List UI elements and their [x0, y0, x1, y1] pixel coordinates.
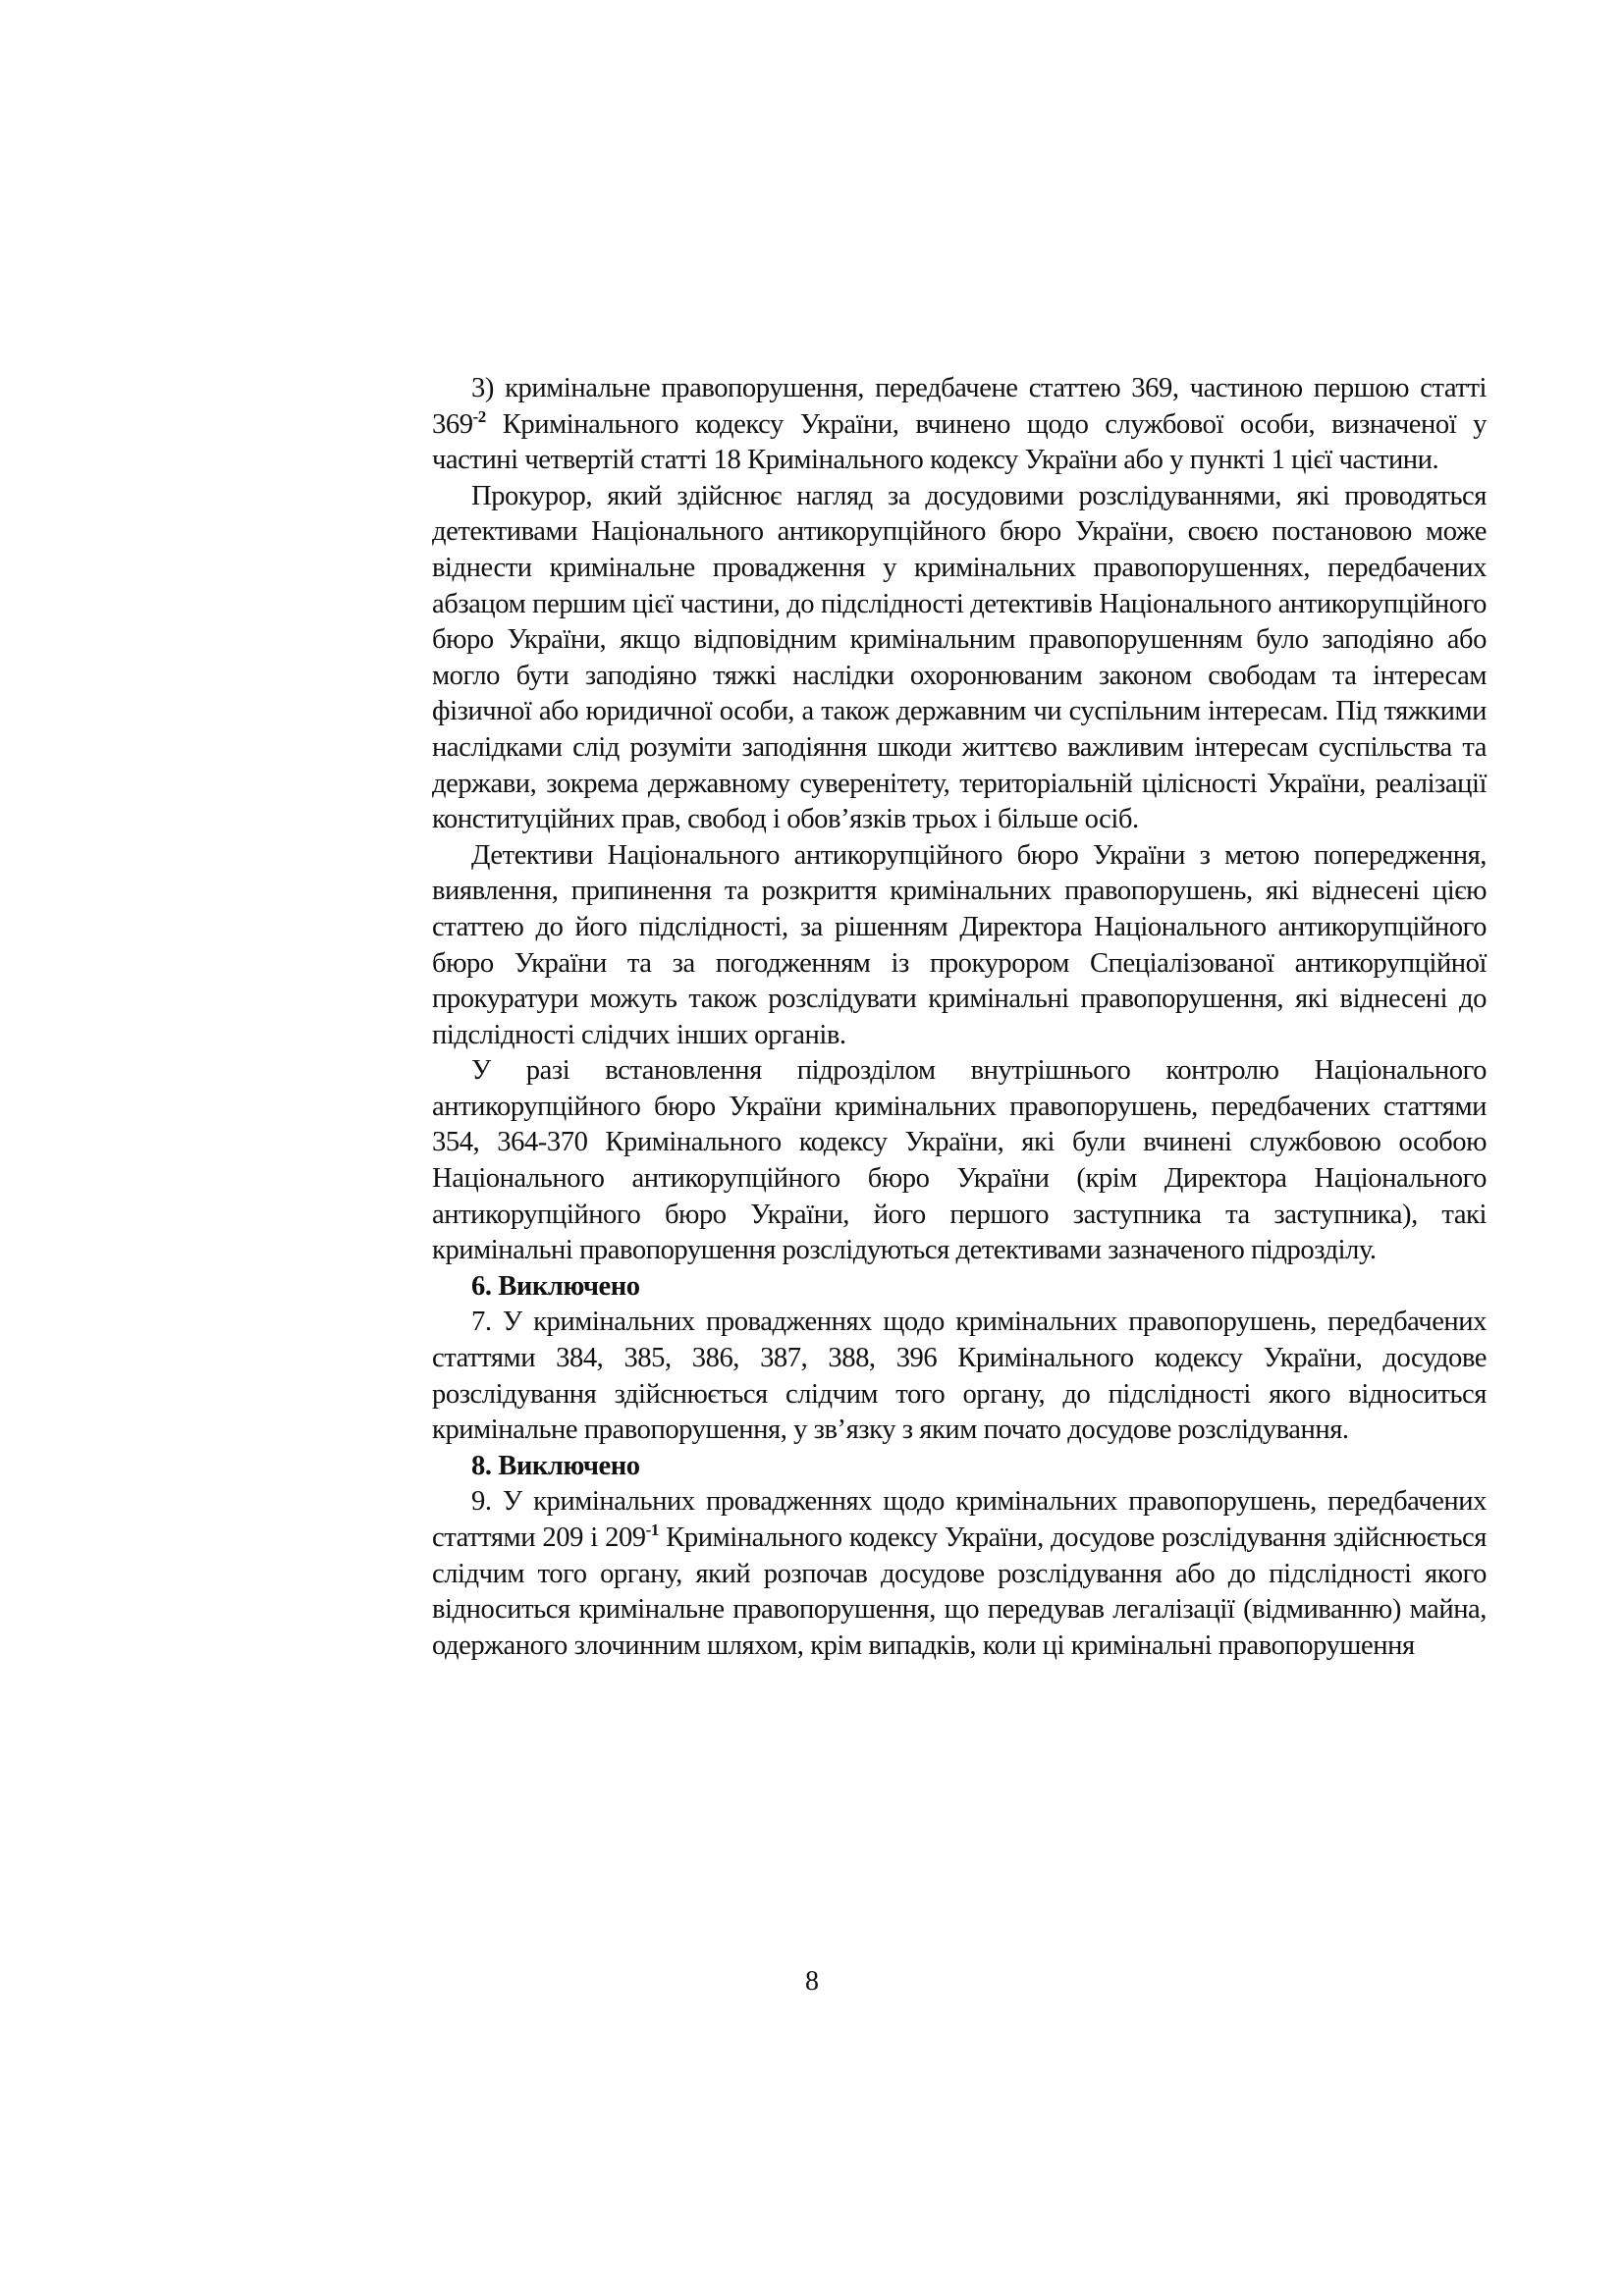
paragraph-9 — [432, 1484, 1487, 1664]
paragraph-text: Кримінального кодексу України, досудове розслідування здійснюється слідчим того органу, який розпочав досудове розслідування або до підслідності якого відноситься кримінальне правопорушення, що передував легалізації (відмиванню) майна, одержаного злочинним шляхом, крім випадків, коли ці кримінальні правопорушення — [432, 1522, 1487, 1661]
paragraph-item-3 — [432, 371, 1487, 479]
heading-6: 6. Виключено — [471, 1270, 640, 1302]
document-body — [432, 371, 1487, 1664]
superscript: -1 — [645, 1521, 659, 1539]
paragraph-text: 9. У кримінальних провадженнях щодо кримінальних правопорушень, передбачених статтями 209 і 209 — [432, 1486, 1487, 1553]
page-number: 8 — [805, 1966, 819, 1997]
paragraph-7: 7. У кримінальних провадженнях щодо кримінальних правопорушень, передбачених статтями 384, 385, 386, 387, 388, 396 Кримінального кодексу України, досудове розслідування здійснюється слідчим того органу, до підслідності якого відноситься кримінальне правопорушення, у зв’язку з яким почато досудове розслідування. — [432, 1307, 1487, 1446]
heading-8: 8. Виключено — [471, 1450, 640, 1481]
paragraph-text: Кримінального кодексу України, вчинено щодо службової особи, визначеної у частині четвертій статті 18 Кримінального кодексу України або у пункті 1 цієї частини. — [432, 408, 1487, 476]
paragraph-prosecutor: Прокурор, який здійснює нагляд за досудовими розслідуваннями, які проводяться детективами Національного антикорупційного бюро України, своєю постановою може віднести кримінальне провадження у кримінальних правопорушеннях, передбачених абзацом першим цієї частини, до підслідності детективів Національного антикорупційного бюро України, якщо відповідним кримінальним правопорушенням було заподіяно або могло бути заподіяно тяжкі наслідки охоронюваним законом свободам та інтересам фізичної або юридичної особи, а також державним чи суспільним інтересам. Під тяжкими наслідками слід розуміти заподіяння шкоди життєво важливим інтересам суспільства та держави, зокрема державному суверенітету, територіальній цілісності України, реалізації конституційних прав, свобод і обов’язків трьох і більше осіб. — [432, 480, 1487, 835]
superscript: -2 — [472, 406, 486, 426]
paragraph-internal-control: У разі встановлення підрозділом внутрішнього контролю Національного антикорупційного бюро України кримінальних правопорушень, передбачених статтями 354, 364-370 Кримінального кодексу України, які були вчинені службовою особою Національного антикорупційного бюро України (крім Директора Національного антикорупційного бюро України, його першого заступника та заступника), такі кримінальні правопорушення розслідуються детективами зазначеного підрозділу. — [432, 1055, 1487, 1266]
paragraph-text: 3) кримінальне правопорушення, передбачене статтею 369, частиною першою статті 369 — [432, 373, 1487, 440]
paragraph-detectives: Детективи Національного антикорупційного бюро України з метою попередження, виявлення, припинення та розкриття кримінальних правопорушень, які віднесені цією статтею до його підслідності, за рішенням Директора Національного антикорупційного бюро України та за погодженням із прокурором Спеціалізованої антикорупційної прокуратури можуть також розслідувати кримінальні правопорушення, які віднесені до підслідності слідчих інших органів. — [432, 839, 1487, 1050]
